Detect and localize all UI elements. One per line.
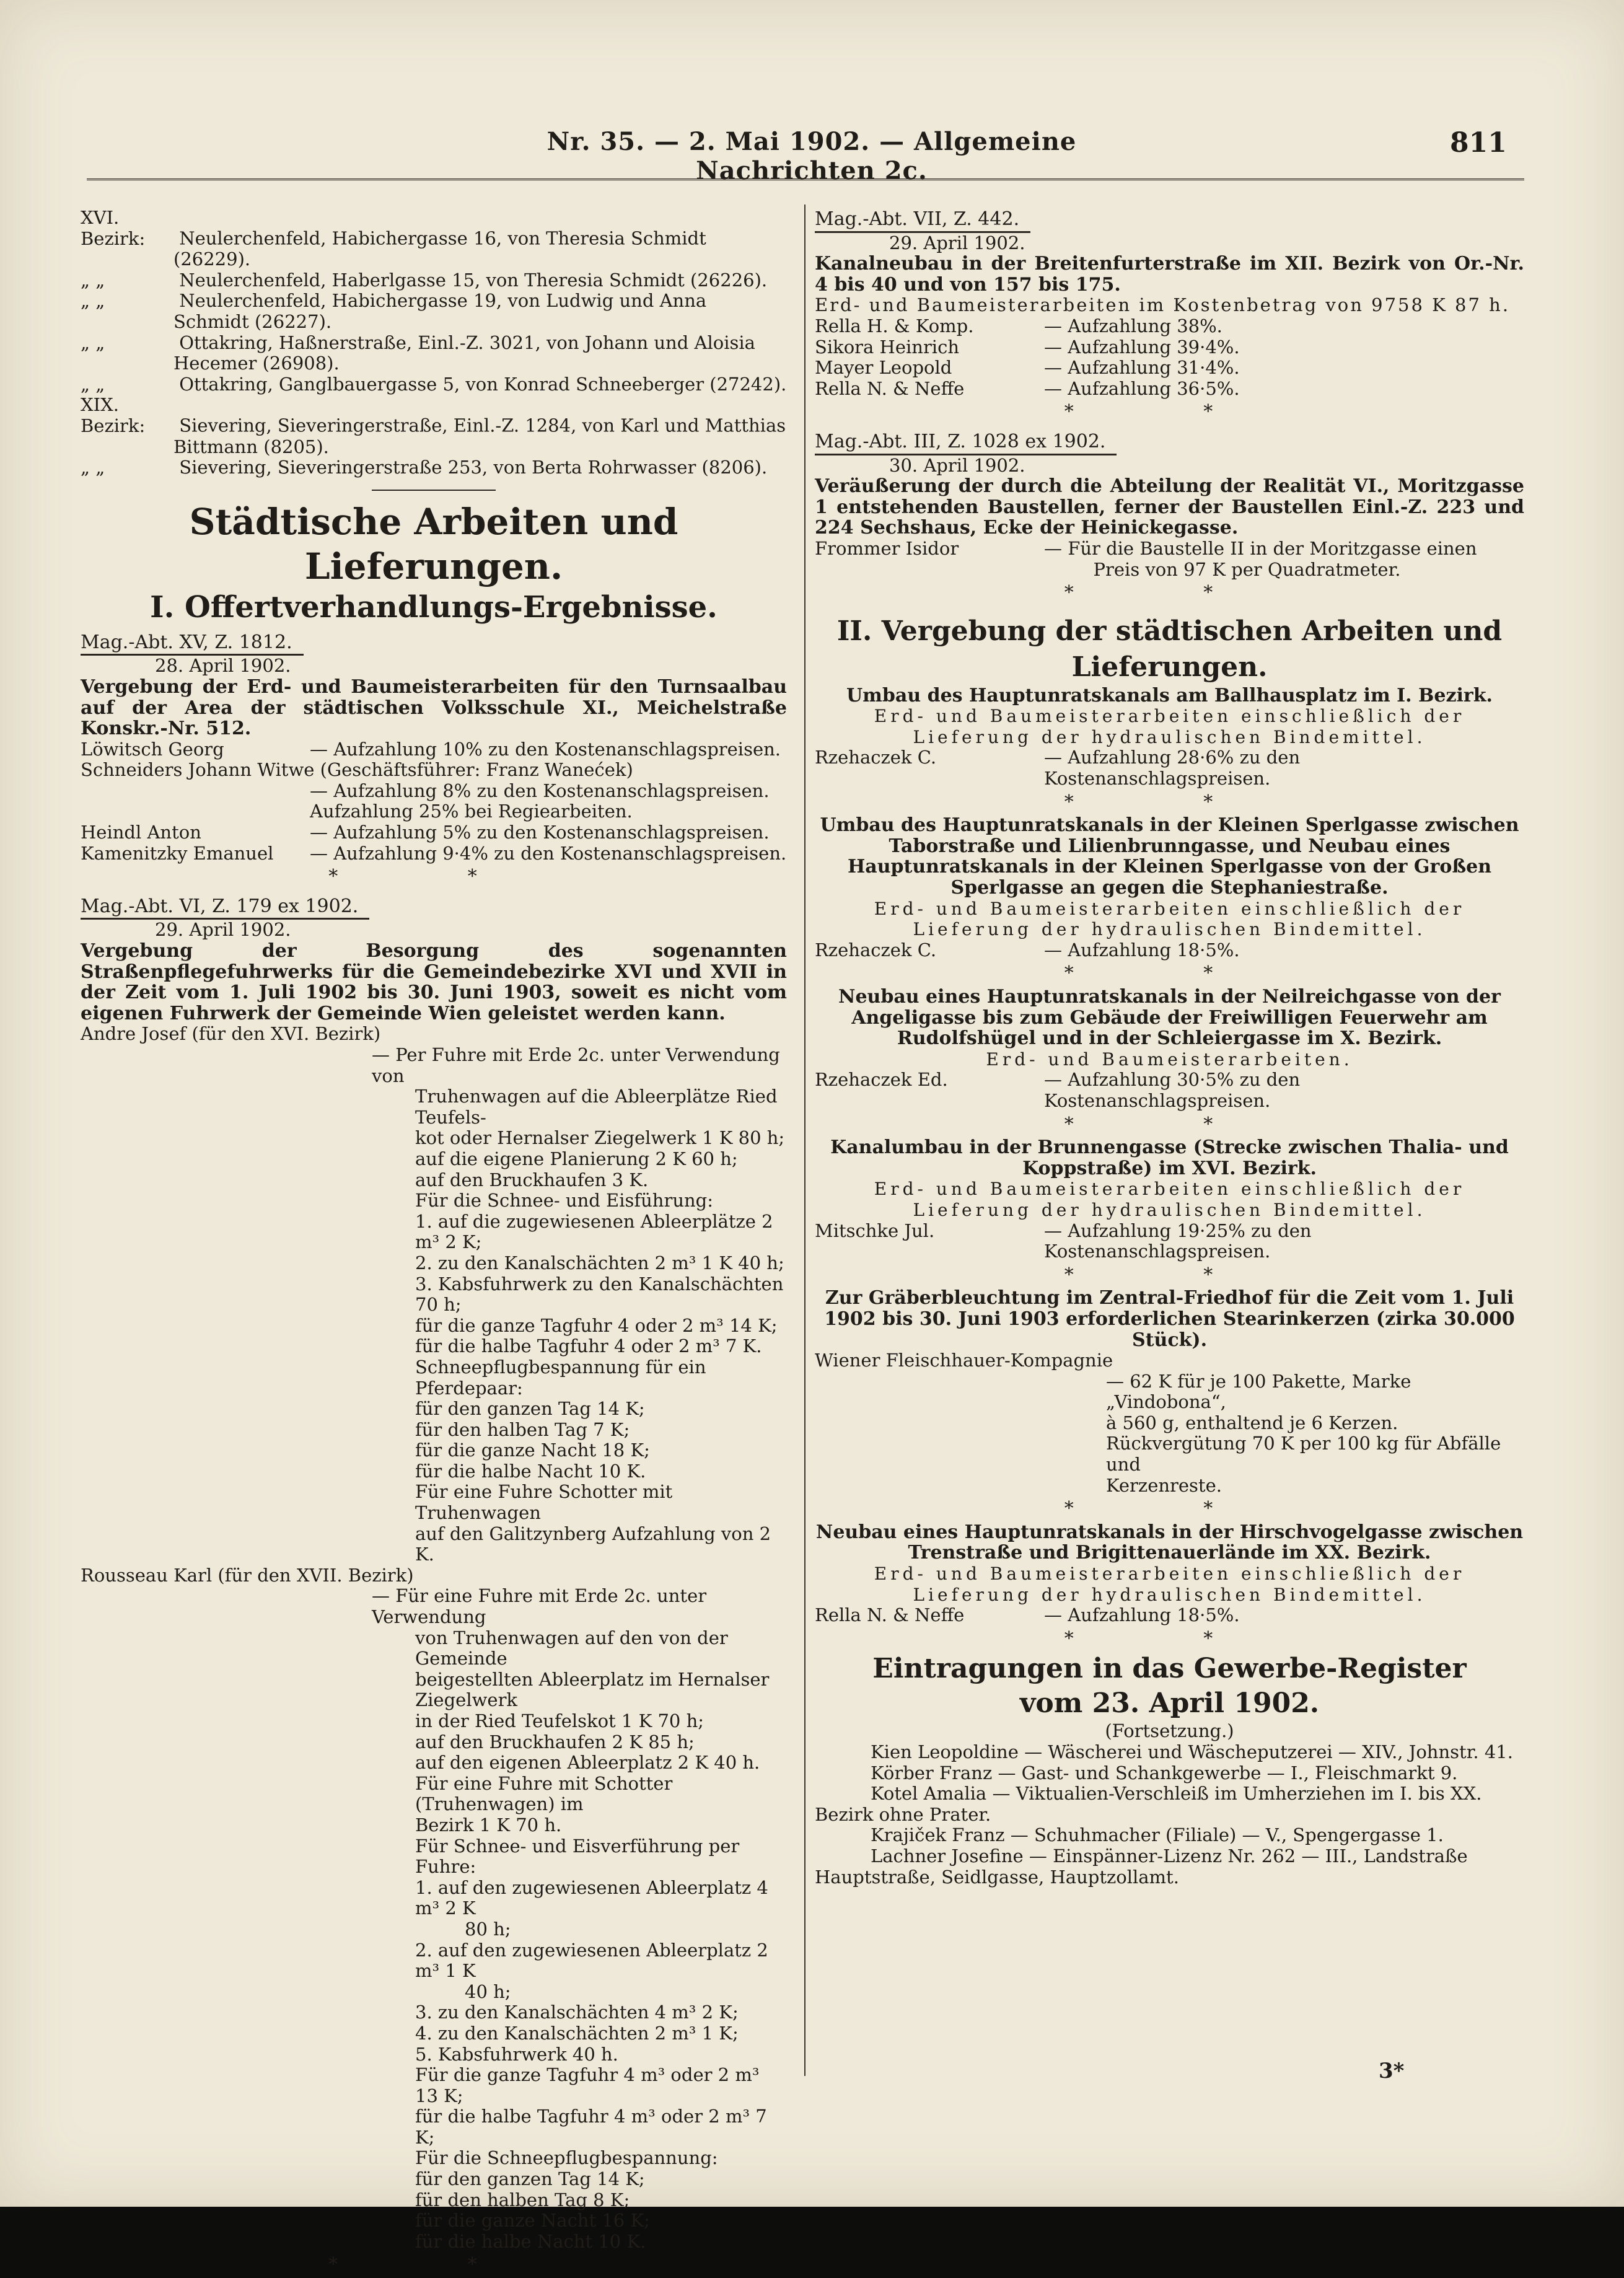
bezirk-entry	[81, 333, 787, 374]
offer-entry	[815, 1070, 1524, 1111]
bidder-name: Rzehaczek Ed.	[815, 1069, 948, 1091]
bidder-name: Rzehaczek C.	[815, 747, 937, 768]
price-line: Bezirk 1 K 70 h.	[415, 1814, 562, 1836]
contract-list	[815, 685, 1524, 1286]
bezirk-text: Sievering, Sieveringerstraße 253, von Berta Rohrwasser (8206).	[173, 457, 768, 478]
section-subtitle: I. Offertverhandlungs-Ergebnisse.	[150, 589, 718, 625]
mag-reference: Mag.-Abt. XV, Z. 1812.	[81, 631, 304, 656]
price-line: 40 h;	[465, 1981, 511, 2002]
price-line: für die halbe Nacht 10 K.	[415, 2230, 646, 2252]
price-line: — 62 K für je 100 Pakette, Marke „Vindobona“,	[1106, 1370, 1411, 1413]
offer-entry	[815, 358, 1524, 379]
price-line: für die ganze Nacht 18 K;	[415, 1440, 650, 1461]
price-line: Für die Schnee- und Eisführung:	[415, 1190, 714, 1212]
stars-divider: * *	[1064, 1264, 1275, 1286]
offer-entry	[81, 801, 787, 822]
item-title: Zur Gräberbleuchtung im Zentral-Friedhof für die Zeit vom 1. Juli 1902 bis 30. Juni 1903 erforderlichen Stearinkerzen (zirka 30.000 Stück).	[824, 1287, 1515, 1351]
offer-text: Preis von 97 K per Quadratmeter.	[1093, 558, 1401, 580]
register-line: Kien Leopoldine — Wäscherei und Wäscheputzerei — XIV., Johnstr. 41.	[871, 1741, 1513, 1762]
price-line: 5. Kabsfuhrwerk 40 h.	[415, 2043, 618, 2065]
offer-text: — Aufzahlung 38%.	[1044, 315, 1222, 336]
mag-reference: Mag.-Abt. VI, Z. 179 ex 1902.	[81, 895, 369, 920]
bezirk-entry	[81, 395, 787, 457]
offer-entry	[815, 1221, 1524, 1262]
bezirk-text: Neulerchenfeld, Habichergasse 16, von Theresia Schmidt (26229).	[173, 227, 706, 270]
stars-divider: * *	[1064, 1113, 1275, 1135]
offer-entry	[815, 316, 1524, 337]
offer-text: — Aufzahlung 18·5%.	[1044, 1604, 1240, 1626]
offer-text: — Aufzahlung 28·6% zu den Kostenanschlagspreisen.	[1044, 747, 1301, 789]
offer-text: — Aufzahlung 8% zu den Kostenanschlagspreisen.	[310, 780, 770, 801]
right-column	[815, 208, 1524, 1888]
intro-text: Erd- und Baumeisterarbeiten im Kostenbetrag von 9758 K 87 h.	[815, 294, 1511, 316]
column-divider	[804, 204, 805, 2076]
price-line: Für eine Fuhre mit Schotter (Truhenwagen) im	[415, 1772, 673, 1815]
bezirk-text: Ottakring, Haßnerstraße, Einl.-Z. 3021, von Johann und Aloisia Hecemer (26908).	[173, 332, 755, 374]
stars-divider: * *	[1064, 962, 1275, 985]
subject-text: Vergebung der Besorgung des sogenannten Straßenpflegefuhrwerks für die Gemeindebezirke XVI und XVII in der Zeit vom 1. Juli 1902 bis 30. Juni 1903, soweit es nicht vom eigenen Fuhrwerk der Gemeinde Wien geleistet werden kann.	[81, 940, 787, 1024]
offer-entry	[81, 781, 787, 802]
price-line: Truhenwagen auf die Ableerplätze Ried Teufels-	[415, 1086, 778, 1128]
offer-text: — Aufzahlung 5% zu den Kostenanschlagspreisen.	[310, 822, 770, 843]
bidder-name: Heindl Anton	[81, 822, 201, 843]
price-line: Kerzenreste.	[1106, 1474, 1222, 1496]
subject-text: Veräußerung der durch die Abteilung der Realität VI., Moritzgasse 1 entstehenden Baustellen, ferner der Baustellen Einl.-Z. 223 und 224 Sechshaus, Ecke der Heinickegasse.	[815, 475, 1524, 539]
price-line: 3. Kabsfuhrwerk zu den Kanalschächten 70 h;	[415, 1273, 784, 1316]
price-line: für den halben Tag 7 K;	[415, 1418, 630, 1440]
bezirk-label: „ „	[81, 290, 105, 312]
offer-entry	[815, 1605, 1524, 1626]
bezirk-label: XIX. Bezirk:	[81, 394, 146, 436]
price-line: 3. zu den Kanalschächten 4 m³ 2 K;	[415, 2002, 739, 2023]
offer-entry	[815, 337, 1524, 358]
offer-text: — Aufzahlung 9·4% zu den Kostenanschlagspreisen.	[310, 842, 787, 864]
price-line: beigestellten Ableerplatz im Hernalser Ziegelwerk	[415, 1668, 770, 1711]
bidder-name: Rella N. & Neffe	[815, 1604, 965, 1626]
price-line: für die ganze Nacht 16 K;	[415, 2210, 650, 2232]
bezirk-label: XVI. Bezirk:	[81, 207, 146, 249]
price-line: für die halbe Tagfuhr 4 m³ oder 2 m³ 7 K;	[415, 2106, 767, 2148]
price-line: für die halbe Tagfuhr 4 oder 2 m³ 7 K.	[415, 1335, 762, 1357]
signature-mark: 3*	[1379, 2059, 1405, 2083]
price-line: Für die ganze Tagfuhr 4 m³ oder 2 m³ 13 K;	[415, 2064, 760, 2106]
price-line: auf den Bruckhaufen 3 K.	[415, 1169, 649, 1190]
bidder-name: Schneiders Johann Witwe (Geschäftsführer: Franz Wanećek)	[81, 759, 633, 781]
price-line: auf den eigenen Ableerplatz 2 K 40 h.	[415, 1752, 760, 1774]
offer-text: — Aufzahlung 30·5% zu den Kostenanschlagspreisen.	[1044, 1069, 1301, 1111]
register-line: Lachner Josefine — Einspänner-Lizenz Nr. 262 — III., Landstraße	[871, 1845, 1468, 1867]
bezirk-text: Neulerchenfeld, Haberlgasse 15, von Theresia Schmidt (26226).	[173, 269, 768, 291]
register-line: Krajiček Franz — Schuhmacher (Filiale) — V., Spengergasse 1.	[871, 1824, 1444, 1846]
offer-text: Aufzahlung 25% bei Regiearbeiten.	[310, 801, 633, 822]
work-description: Erd- und Baumeisterarbeiten einschließlich der Lieferung der hydraulischen Bindemittel.	[874, 898, 1465, 940]
price-line: in der Ried Teufelskot 1 K 70 h;	[415, 1710, 704, 1731]
section-title: Städtische Arbeiten und Lieferungen.	[189, 500, 678, 587]
stars-divider: * *	[1064, 582, 1275, 604]
stars-divider: * *	[1064, 401, 1275, 423]
bezirk-text: Neulerchenfeld, Habichergasse 19, von Ludwig und Anna Schmidt (26227).	[173, 290, 707, 332]
offer-entry	[81, 760, 787, 781]
date-line: 29. April 1902.	[155, 919, 291, 941]
bezirk-entry	[81, 457, 787, 478]
item-title: Umbau des Hauptunratskanals am Ballhausplatz im I. Bezirk.	[846, 684, 1493, 706]
offer-entry	[815, 539, 1524, 560]
price-line: für die halbe Nacht 10 K.	[415, 1460, 646, 1482]
stars-divider: * *	[1064, 1627, 1275, 1650]
price-line: auf die eigene Planierung 2 K 60 h;	[415, 1148, 738, 1169]
price-line: auf den Bruckhaufen 2 K 85 h;	[415, 1731, 695, 1752]
work-description: Erd- und Baumeisterarbeiten einschließlich der Lieferung der hydraulischen Bindemittel.	[874, 1563, 1465, 1605]
item-title: Umbau des Hauptunratskanals in der Kleinen Sperlgasse zwischen Taborstraße und Lilienbrunngasse, und Neubau eines Hauptunratskanals in der Kleinen Sperlgasse von der Großen Sperlgasse an gegen die Stephaniestraße.	[820, 814, 1519, 899]
stars-divider: * *	[328, 2254, 539, 2276]
offer-text: — Aufzahlung 10% zu den Kostenanschlagspreisen.	[310, 738, 781, 760]
register-line: Körber Franz — Gast- und Schankgewerbe — I., Fleischmarkt 9.	[871, 1762, 1458, 1783]
bidder-name: Wiener Fleischhauer-Kompagnie	[815, 1350, 1113, 1371]
price-line: auf den Galitzynberg Aufzahlung von 2 K.	[415, 1523, 771, 1565]
price-line: für den ganzen Tag 14 K;	[415, 1398, 645, 1420]
bidder-name	[81, 781, 310, 802]
bidder-name: Löwitsch Georg	[81, 738, 224, 760]
bidder-name: Andre Josef (für den XVI. Bezirk)	[81, 1023, 381, 1045]
bidder-name: Rzehaczek C.	[815, 939, 937, 961]
header-rule	[87, 178, 1524, 180]
bezirk-entry	[81, 291, 787, 332]
date-line: 29. April 1902.	[889, 232, 1025, 253]
register-line: Hauptstraße, Seidlgasse, Hauptzollamt.	[815, 1866, 1179, 1888]
offer-list	[81, 739, 787, 864]
stars-divider: * *	[328, 866, 539, 888]
offer-text: — Für die Baustelle II in der Moritzgasse einen	[1044, 537, 1477, 559]
offer-text: — Aufzahlung 19·25% zu den Kostenanschlagspreisen.	[1044, 1220, 1312, 1262]
bidder-name: Kamenitzky Emanuel	[81, 842, 274, 864]
offer-text: — Aufzahlung 18·5%.	[1044, 939, 1240, 961]
bezirk-label: „ „	[81, 269, 105, 291]
date-line: 28. April 1902.	[155, 655, 291, 677]
price-list	[81, 1045, 787, 1565]
price-line: für die ganze Tagfuhr 4 oder 2 m³ 14 K;	[415, 1314, 778, 1336]
item-title: Neubau eines Hauptunratskanals in der Hirschvogelgasse zwischen Trenstraße und Brigittenauerlände im XX. Bezirk.	[815, 1521, 1524, 1564]
work-description: Erd- und Baumeisterarbeiten einschließlich der Lieferung der hydraulischen Bindemittel.	[874, 706, 1465, 747]
work-description: Erd- und Baumeisterarbeiten einschließlich der Lieferung der hydraulischen Bindemittel.	[874, 1179, 1465, 1220]
bezirk-entry	[81, 374, 787, 395]
price-line: 2. zu den Kanalschächten 2 m³ 1 K 40 h;	[415, 1252, 784, 1273]
item-title: Kanalumbau in der Brunnengasse (Strecke zwischen Thalia- und Koppstraße) im XVI. Bezirk.	[830, 1137, 1509, 1179]
bezirk-entry	[81, 270, 787, 291]
offer-entry	[81, 822, 787, 843]
price-line: Für die Schneepflugbespannung:	[415, 2147, 718, 2169]
offer-text: — Aufzahlung 39·4%.	[1044, 336, 1240, 358]
price-line: Für eine Fuhre Schotter mit Truhenwagen	[415, 1481, 673, 1524]
price-line: von Truhenwagen auf den von der Gemeinde	[415, 1627, 728, 1669]
bezirk-label: „ „	[81, 457, 105, 478]
section-title: II. Vergebung der städtischen Arbeiten und Lieferungen.	[836, 615, 1503, 683]
register-list	[815, 1742, 1524, 1888]
page-number: 811	[1450, 127, 1507, 159]
bidder-name: Frommer Isidor	[815, 537, 959, 559]
bidder-name: Rella N. & Neffe	[815, 377, 965, 399]
price-line: 4. zu den Kanalschächten 2 m³ 1 K;	[415, 2022, 739, 2044]
bezirk-text: Ottakring, Ganglbauergasse 5, von Konrad Schneeberger (27242).	[173, 373, 787, 395]
offer-text: — Aufzahlung 36·5%.	[1044, 377, 1240, 399]
subject-text: Vergebung der Erd- und Baumeisterarbeiten für den Turnsaalbau auf der Area der städtischen Volksschule XI., Meichelstraße Konskr.-Nr. 512.	[81, 675, 787, 740]
price-line: — Für eine Fuhre mit Erde 2c. unter Verwendung	[372, 1585, 707, 1628]
price-line: für den halben Tag 8 K;	[415, 2189, 630, 2210]
offer-text: — Aufzahlung 31·4%.	[1044, 357, 1240, 379]
offer-entry	[81, 843, 787, 864]
bezirk-label: „ „	[81, 373, 105, 395]
price-list	[81, 1586, 787, 2252]
bidder-name	[81, 801, 310, 822]
bidder-name: Mitschke Jul.	[815, 1220, 935, 1241]
bidder-name: Rousseau Karl (für den XVII. Bezirk)	[81, 1564, 414, 1586]
price-line: kot oder Hernalser Ziegelwerk 1 K 80 h;	[415, 1127, 785, 1149]
bezirk-list	[81, 208, 787, 478]
price-line: 2. auf den zugewiesenen Ableerplatz 2 m³ 1 K	[415, 1939, 768, 1982]
register-line: Kotel Amalia — Viktualien-Verschleiß im Umherziehen im I. bis XX.	[871, 1783, 1482, 1805]
price-line: Rückvergütung 70 K per 100 kg für Abfälle und	[1106, 1433, 1501, 1475]
offer-entry	[815, 379, 1524, 400]
price-line: für den ganzen Tag 14 K;	[415, 2168, 645, 2190]
left-column	[81, 208, 787, 2278]
mag-reference: Mag.-Abt. VII, Z. 442.	[815, 208, 1030, 233]
register-line: Bezirk ohne Prater.	[815, 1803, 991, 1825]
stars-divider: * *	[1064, 1498, 1275, 1520]
continuation-note: (Fortsetzung.)	[1105, 1720, 1234, 1742]
running-header: Nr. 35. — 2. Mai 1902. — Allgemeine Nachrichten 2c.	[546, 127, 1077, 185]
price-line: — Per Fuhre mit Erde 2c. unter Verwendung von	[372, 1044, 780, 1086]
bezirk-text: Sievering, Sieveringerstraße, Einl.-Z. 1284, von Karl und Matthias Bittmann (8205).	[173, 415, 786, 457]
price-line: 1. auf die zugewiesenen Ableerplätze 2 m³ 2 K;	[415, 1210, 773, 1253]
separator-rule	[372, 490, 496, 491]
offer-entry	[815, 747, 1524, 789]
item-title: Neubau eines Hauptunratskanals in der Neilreichgasse von der Angeligasse bis zum Gebäude der Freiwilligen Feuerwehr am Rudolfshügel und in der Schleiergasse im X. Bezirk.	[838, 986, 1501, 1050]
bidder-name: Sikora Heinrich	[815, 336, 960, 358]
offer-entry	[81, 739, 787, 760]
offer-entry	[815, 940, 1524, 961]
bidder-name: Rella H. & Komp.	[815, 315, 974, 336]
mag-reference: Mag.-Abt. III, Z. 1028 ex 1902.	[815, 430, 1117, 455]
price-line: 1. auf den zugewiesenen Ableerplatz 4 m³ 2 K	[415, 1876, 768, 1919]
bezirk-entry	[81, 208, 787, 270]
price-line: Für Schnee- und Eisverführung per Fuhre:	[415, 1835, 740, 1878]
subject-text: Kanalneubau in der Breitenfurterstraße im XII. Bezirk von Or.-Nr. 4 bis 40 und von 157 bis 175.	[815, 253, 1524, 296]
offer-list	[815, 316, 1524, 399]
register-date: vom 23. April 1902.	[1019, 1687, 1320, 1720]
bidder-name: Mayer Leopold	[815, 357, 952, 379]
register-title: Eintragungen in das Gewerbe-Register	[872, 1653, 1467, 1685]
price-line: à 560 g, enthaltend je 6 Kerzen.	[1106, 1412, 1398, 1433]
price-line: 80 h;	[465, 1918, 511, 1940]
stars-divider: * *	[1064, 791, 1275, 813]
price-list	[815, 1371, 1524, 1497]
bezirk-label: „ „	[81, 332, 105, 353]
work-description: Erd- und Baumeisterarbeiten.	[986, 1049, 1353, 1070]
date-line: 30. April 1902.	[889, 454, 1025, 476]
price-line: Schneepflugbespannung für ein Pferdepaar:	[415, 1356, 706, 1399]
